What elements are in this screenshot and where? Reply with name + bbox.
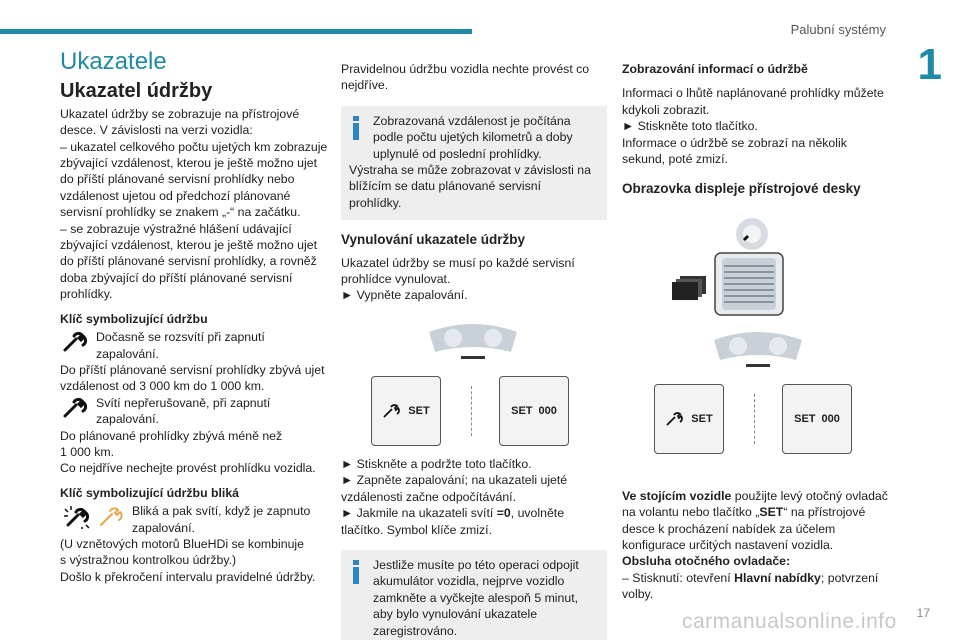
wrench-icon — [62, 397, 88, 419]
header-accent-bar — [0, 29, 472, 34]
heading-service-indicator: Ukazatel údržby — [60, 80, 213, 103]
dashboard-figure-1 — [341, 304, 607, 446]
info-note-1-text-2: Výstraha se může zobrazovat v závislosti na blížícím se datu plánované servisní prohlídky. — [349, 163, 591, 210]
blink-desc-3: Došlo k překročení intervalu pravidelné údržby. — [60, 569, 316, 584]
final-text: Ve stojícím vozidle použijte levý otočný ovladač na volantu nebo tlačítko „SET“ na přístrojové desce k procházení nabídek za účelem konfigurace určitých nastavení vozidla. — [622, 488, 888, 553]
control-text: – Stisknutí: otevření Hlavní nabídky; potvrzení volby. — [622, 570, 879, 602]
wrench-icon — [382, 403, 402, 419]
wrench-icon — [665, 411, 685, 427]
wrench-blinking-icon — [62, 505, 92, 529]
key-temporary-desc: Do příští plánované servisní prohlídky zbývá ujet vzdálenost od 3 000 km do 1 000 km. — [60, 362, 325, 394]
info-note-2-text: Jestliže musíte po této operaci odpojit akumulátor vozidla, nejprve vozidlo zamkněte a vyčkejte alespoň 5 minut, aby bylo vynulování ukazatele zaregistrováno. — [373, 557, 579, 638]
info-note-2 — [341, 550, 607, 640]
control-heading: Obsluha otočného ovladače: — [622, 554, 791, 569]
dashboard-figure-2 — [622, 204, 892, 478]
key-temporary-item — [60, 329, 328, 362]
screen-heading: Obrazovka displeje přístrojové desky — [622, 181, 861, 197]
set-000-label: SET — [511, 404, 533, 417]
info-note-1 — [341, 106, 607, 220]
step-3: ► Jakmile na ukazateli svítí =0, uvolněte tlačítko. Symbol klíče zmizí. — [341, 506, 565, 537]
wrench-icon — [62, 331, 88, 353]
watermark: carmanualsonline.info — [682, 610, 897, 633]
section-title: Ukazatele — [60, 48, 167, 75]
set-000-value: 000 — [821, 412, 840, 425]
key-permanent-item — [60, 395, 328, 428]
reset-heading: Vynulování ukazatele údržby — [341, 232, 526, 248]
set-000-button[interactable] — [782, 384, 852, 454]
display-screens-icon — [672, 276, 706, 300]
instrument-cluster-icon — [708, 330, 808, 370]
steering-wheel-icon — [734, 216, 770, 252]
column-3 — [622, 61, 892, 603]
key-blink-text: Bliká a pak svítí, když je zapnuto zapalování. — [132, 504, 311, 535]
set-button[interactable] — [654, 384, 724, 454]
display-text-2: ► Stiskněte toto tlačítko. — [622, 119, 758, 134]
step-1: ► Stiskněte a podržte toto tlačítko. — [341, 456, 532, 471]
key-permanent-desc-3: Co nejdříve nechejte provést prohlídku vozidla. — [60, 461, 316, 476]
blink-desc-2: s výstražnou kontrolkou údržby.) — [60, 553, 237, 568]
chapter-number: 1 — [917, 40, 942, 89]
column-2 — [341, 61, 607, 640]
key-permanent-text: Svítí nepřerušovaně, při zapnutí zapalování. — [96, 395, 271, 427]
set-button-label: SET — [408, 404, 430, 417]
key-heading: Klíč symbolizující údržbu — [60, 311, 208, 326]
display-heading: Zobrazování informací o údržbě — [622, 62, 808, 76]
wrench-outline-icon — [96, 505, 126, 529]
key-temporary-text: Dočasně se rozsvítí při zapnutí zapalování. — [96, 330, 265, 361]
header-title: Palubní systémy — [790, 22, 886, 37]
separator — [754, 394, 755, 444]
page-number: 17 — [916, 606, 930, 620]
set-button-label: SET — [691, 412, 713, 425]
display-text-1: Informaci o lhůtě naplánované prohlídky můžete kdykoli zobrazit. — [622, 86, 884, 117]
display-text-3: Informace o údržbě se zobrazí na několik sekund, poté zmizí. — [622, 135, 847, 167]
key-permanent-desc-1: Do plánované prohlídky zbývá méně než — [60, 428, 283, 443]
set-000-label: SET — [794, 412, 816, 425]
reset-step-off: ► Vypněte zapalování. — [341, 288, 468, 303]
column-1 — [60, 48, 328, 585]
info-icon — [353, 560, 359, 584]
info-note-1-text-1: Zobrazovaná vzdálenost je počítána podle počtu ujetých kilometrů a doby uplynulé od poslední prohlídky. — [373, 113, 573, 161]
info-icon — [353, 116, 359, 140]
step-2: ► Zapněte zapalování; na ukazateli ujeté vzdálenosti začne odpočítávání. — [341, 473, 568, 504]
set-000-value: 000 — [538, 404, 557, 417]
separator — [471, 386, 472, 436]
instrument-cluster-icon — [423, 322, 523, 362]
blink-desc-1: (U vznětových motorů BlueHDi se kombinuje — [60, 536, 304, 551]
lead-text: Pravidelnou údržbu vozidla nechte provést co nejdříve. — [341, 62, 590, 93]
intro-text: Ukazatel údržby se zobrazuje na přístrojové desce. V závislosti na verzi vozidla: — [60, 106, 300, 138]
key-permanent-desc-2: 1 000 km. — [60, 444, 114, 459]
reset-intro: Ukazatel údržby se musí po každé servisní prohlídce vynulovat. — [341, 255, 575, 287]
key-blink-item — [60, 503, 328, 536]
set-000-button[interactable] — [499, 376, 569, 446]
intro-bullet-2: – se zobrazuje výstražné hlášení udávající zbývající vzdálenost, kterou je ještě možno ujet do příští plánované servisní prohlídky, a rovněž doba zbývající do příští plánované servisní prohlídky. — [60, 221, 317, 302]
blink-heading: Klíč symbolizující údržbu bliká — [60, 485, 240, 500]
set-button[interactable] — [371, 376, 441, 446]
intro-bullet-1: – ukazatel celkového počtu ujetých km zobrazuje zbývající vzdálenost, kterou je ještě možno ujet do příští plánované servisní prohlídky nebo vzdálenost ujetou od předchozí plánované servisní prohlídky se znakem „-“ na začátku. — [60, 139, 328, 220]
rotary-dial-icon[interactable] — [714, 252, 784, 316]
